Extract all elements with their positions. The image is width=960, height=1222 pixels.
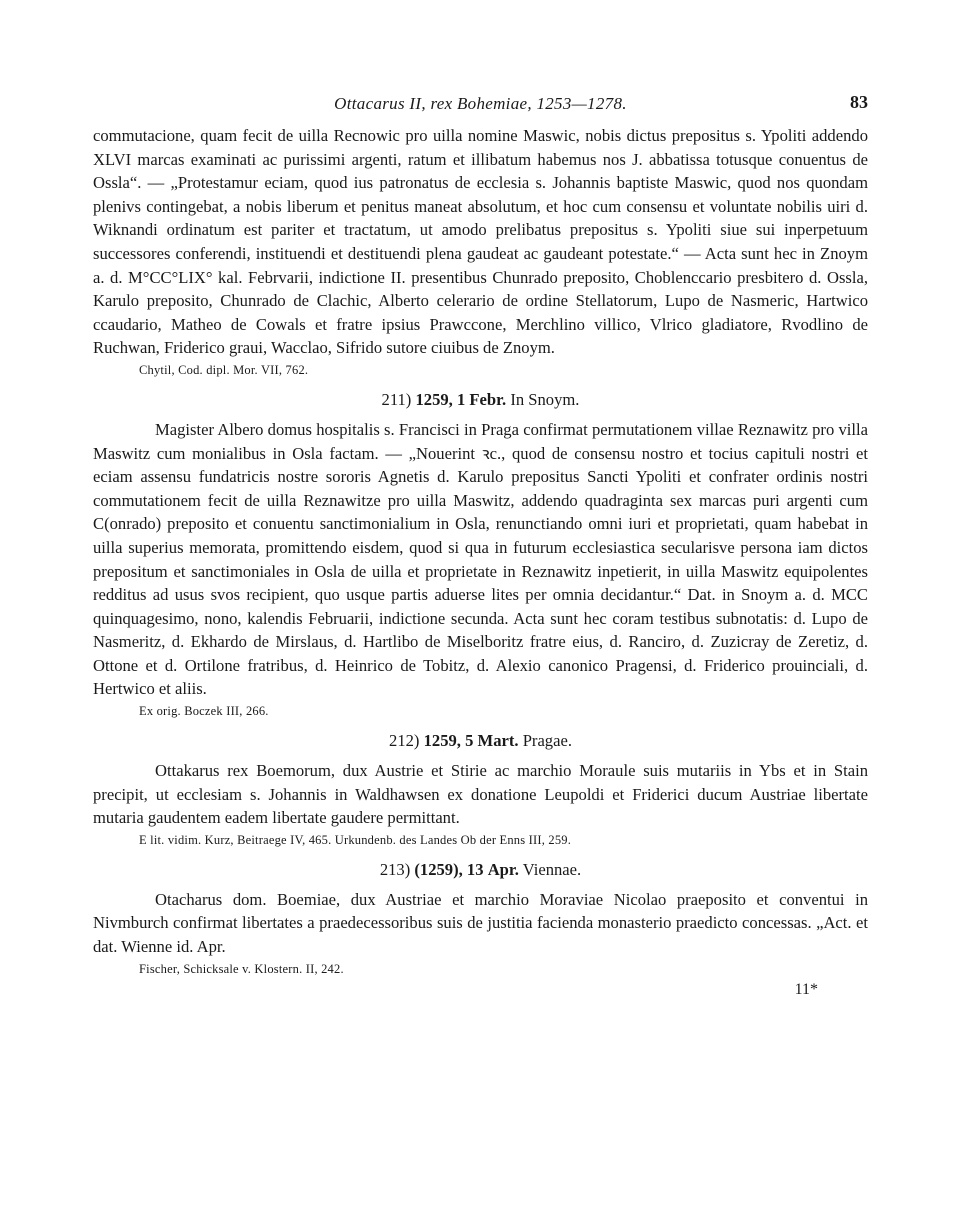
entry-211	[93, 388, 868, 721]
entry-place: Pragae.	[522, 731, 572, 751]
signature-mark: 11*	[794, 980, 818, 998]
source-citation: Ex orig. Boczek III, 266.	[139, 704, 269, 719]
source-citation: E lit. vidim. Kurz, Beitraege IV, 465. Urkundenb. des Landes Ob der Enns III, 259.	[139, 832, 572, 847]
entry-month: Mart.	[477, 731, 519, 751]
source-citation: Chytil, Cod. dipl. Mor. VII, 762.	[139, 362, 309, 377]
entry-heading	[93, 388, 868, 412]
entry-number: 213)	[379, 859, 411, 879]
entry-number: 212)	[389, 731, 420, 751]
entry-month: Febr.	[469, 389, 507, 409]
running-title: Ottacarus II, rex Bohemiae, 1253—1278.	[334, 94, 627, 113]
entry-date: 1259, 5	[423, 731, 474, 751]
entry-text: Magister Albero domus hospitalis s. Francisci in Praga confirmat permutationem villae Reznawitz pro villa Maswitz cum monialibus in Osla factam. — „Nouerint ꝛc., quod de consensu nostro et tocius capituli nostri et eciam assensu fundatricis nostre sororis Agnetis d. Karulo prepositus Sancti Ypoliti et confrater ordinis nostri commutationem fecit de uilla Reznawitze pro uilla Maswitz, addendo quadraginta sex marcas puri argenti cum C(onrado) preposito et conuentu sanctimonialium in Osla, renunctiando omni iuri et proprietati, quam habebat in uilla superius memorata, promittendo eisdem, quod si qua in futurum ecclesiastica secularisve persona iam dictos prepositum et sanctimoniales in Osla de uilla et proprietate in Reznawitz inpetierit, in uilla Maswitz equipolentes redditus ad usus svos recipient, quo usque partis aduerse lites per omnia decidantur.“ Dat. in Snoym a. d. MCC quinquagesimo, nono, kalendis Februarii, indictione secunda. Acta sunt hec coram testibus subnotatis: d. Lupo de Nasmeritz, d. Ekhardo de Mirslaus, d. Hartlibo de Miselboritz fratre eius, d. Ranciro, d. Zuzicray de Zeretiz, d. Ottone et d. Ortilone fratribus, d. Heinrico de Tobitz, d. Alexio canonico Pragensi, d. Friderico prouinciali, d. Hertwico et aliis.	[93, 419, 868, 699]
page-number: 83	[850, 92, 868, 112]
entry-number: 211)	[381, 389, 412, 409]
page-header	[93, 94, 868, 124]
entry-heading	[93, 858, 868, 882]
entry-212	[93, 729, 868, 850]
entry-heading	[93, 729, 868, 753]
entry-date: 1259, 1	[415, 389, 466, 409]
entry-month: Apr.	[487, 859, 519, 879]
document-page	[93, 94, 868, 999]
source-citation: Fischer, Schicksale v. Klostern. II, 242.	[139, 961, 344, 976]
entry-213	[93, 858, 868, 979]
entry-place: In Snoym.	[510, 389, 580, 409]
entry-place: Viennae.	[522, 859, 582, 879]
entry-date: (1259), 13	[414, 859, 484, 879]
intro-paragraph: commutacione, quam fecit de uilla Recnowic pro uilla nomine Maswic, nobis dictus prepositus s. Ypoliti addendo XLVI marcas examinati ac purissimi argenti, ratum et illibatum habemus nos J. abbatissa totusque conuentus de Ossla“. — „Protestamur eciam, quod ius patronatus de ecclesia s. Johannis baptiste Maswic, quod nos quondam plenivs contingebat, a nobis liberum et penitus maneat absolutum, et hoc cum consensu et voluntate nobilis uiri d. Wiknandi ordinatum est pariter et tractatum, ut amodo prelibatus prepositus s. Ypoliti siue sui inperpetuum successores conferendi, instituendi et destituendi plena gaudeat ac gaudeant potestate.“ — Acta sunt hec in Znoym a. d. M°CC°LIX° kal. Febrvarii, indictione II. presentibus Chunrado preposito, Choblenccario presbitero d. Ossla, Karulo preposito, Chunrado de Clachic, Alberto celerario de ordine Stellatorum, Lupo de Nasmeric, Hartwico ccaudario, Matheo de Cowals et fratre ipsius Prawccone, Merchlino villico, Vlrico gladiatore, Rvodlino de Ruchwan, Friderico graui, Wacclao, Sifrido sutore ciuibus de Znoym.	[93, 126, 868, 358]
entry-text: Ottakarus rex Boemorum, dux Austrie et Stirie ac marchio Moraule suis mutariis in Ybs et in Stain precipit, ut ecclesiam s. Johannis in Waldhawsen ex donatione Leupoldi et Friderici ducum Austriae libertate mutaria gaudentem eadem libertate gaudere permittant.	[93, 761, 868, 828]
entry-text: Otacharus dom. Boemiae, dux Austriae et marchio Moraviae Nicolao praeposito et conventui in Nivmburch confirmat libertates a praedecessoribus suis de justitia facienda monasterio praedicto concessas. „Act. et dat. Wienne id. Apr.	[93, 889, 868, 957]
